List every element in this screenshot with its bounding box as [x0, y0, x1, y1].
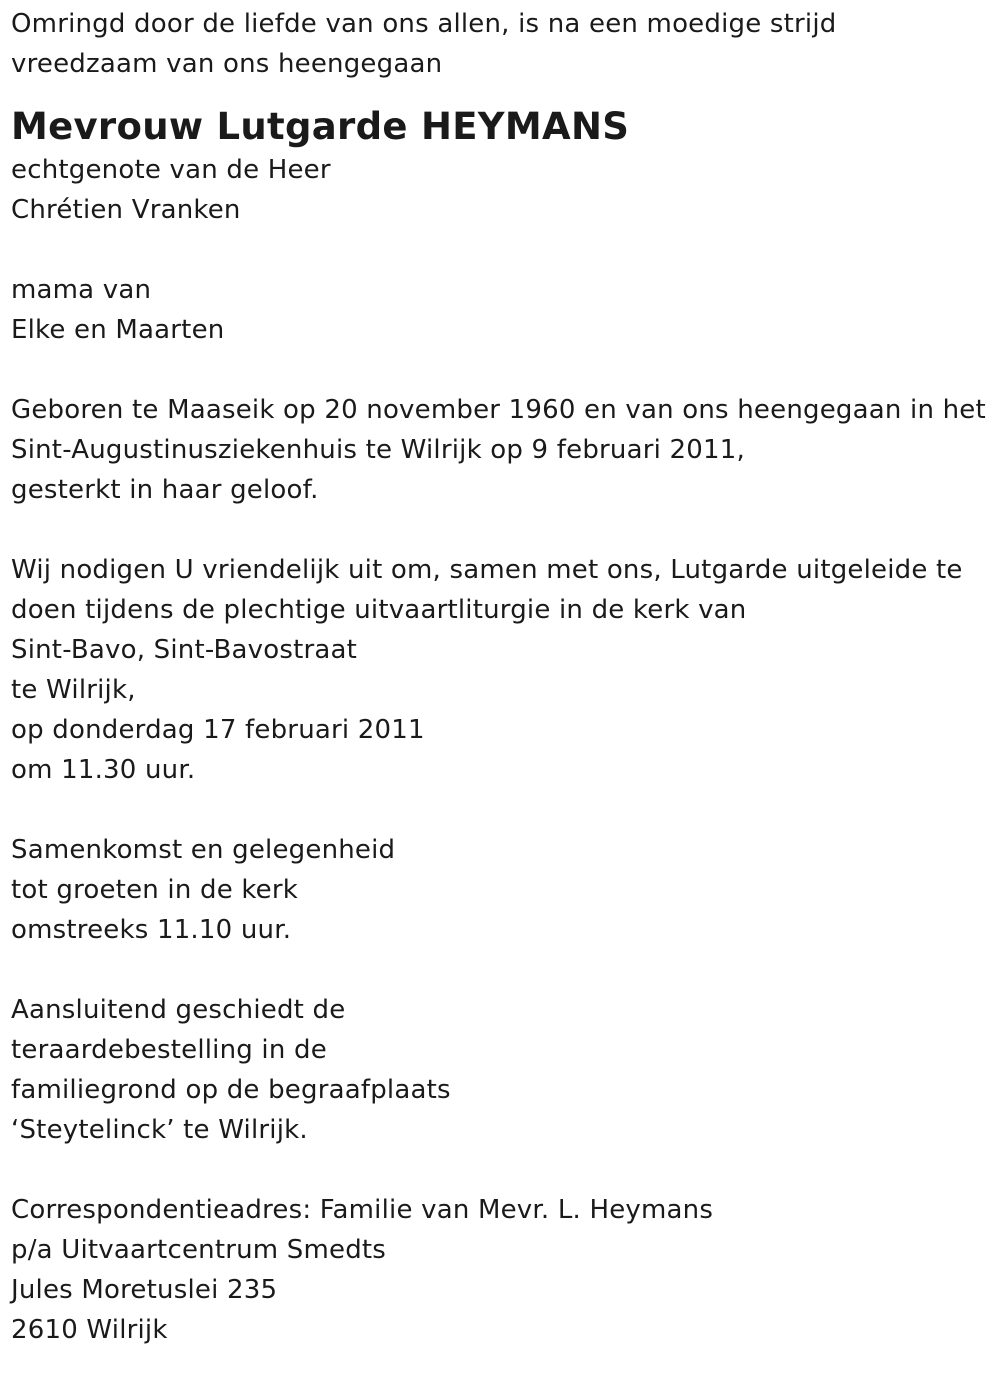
burial-line: familiegrond op de begraafplaats [11, 1075, 451, 1105]
correspondence-line: 2610 Wilrijk [11, 1315, 168, 1345]
gathering-text [11, 830, 991, 950]
birth-death-text [11, 390, 991, 510]
spouse-text [11, 150, 991, 230]
spacer [11, 1150, 991, 1190]
spacer [11, 790, 991, 830]
gathering-line: omstreeks 11.10 uur. [11, 915, 292, 945]
birth-death-line: Sint-Augustinusziekenhuis te Wilrijk op 9 februari 2011, [11, 435, 745, 465]
correspondence-line: Correspondentieadres: Familie van Mevr. L. Heymans [11, 1195, 714, 1225]
deceased-name: Mevrouw Lutgarde HEYMANS [11, 105, 630, 148]
burial-text [11, 990, 991, 1150]
birth-death-line: gesterkt in haar geloof. [11, 475, 319, 505]
obituary-notice [11, 4, 991, 1350]
invitation-line: op donderdag 17 februari 2011 [11, 715, 425, 745]
invitation-line: te Wilrijk, [11, 675, 136, 705]
birth-death-line: Geboren te Maaseik op 20 november 1960 en van ons heengegaan in het [11, 395, 986, 425]
spacer [11, 950, 991, 990]
children-text [11, 270, 991, 350]
children-line: Elke en Maarten [11, 315, 225, 345]
intro-text [11, 4, 991, 84]
burial-line: ‘Steytelinck’ te Wilrijk. [11, 1115, 308, 1145]
invitation-line: Wij nodigen U vriendelijk uit om, samen met ons, Lutgarde uitgeleide te [11, 555, 963, 585]
intro-line: Omringd door de liefde van ons allen, is na een moedige strijd [11, 9, 837, 39]
children-line: mama van [11, 275, 152, 305]
spacer [11, 350, 991, 390]
correspondence-address [11, 1190, 991, 1350]
spacer [11, 230, 991, 270]
burial-line: Aansluitend geschiedt de [11, 995, 346, 1025]
invitation-line: doen tijdens de plechtige uitvaartliturgie in de kerk van [11, 595, 747, 625]
gathering-line: Samenkomst en gelegenheid [11, 835, 396, 865]
burial-line: teraardebestelling in de [11, 1035, 327, 1065]
spouse-line: Chrétien Vranken [11, 195, 241, 225]
correspondence-line: p/a Uitvaartcentrum Smedts [11, 1235, 387, 1265]
invitation-text [11, 550, 991, 790]
spouse-line: echtgenote van de Heer [11, 155, 331, 185]
invitation-line: Sint-Bavo, Sint-Bavostraat [11, 635, 358, 665]
invitation-line: om 11.30 uur. [11, 755, 196, 785]
gathering-line: tot groeten in de kerk [11, 875, 299, 905]
intro-line: vreedzaam van ons heengegaan [11, 49, 443, 79]
correspondence-line: Jules Moretuslei 235 [11, 1275, 278, 1305]
spacer [11, 510, 991, 550]
